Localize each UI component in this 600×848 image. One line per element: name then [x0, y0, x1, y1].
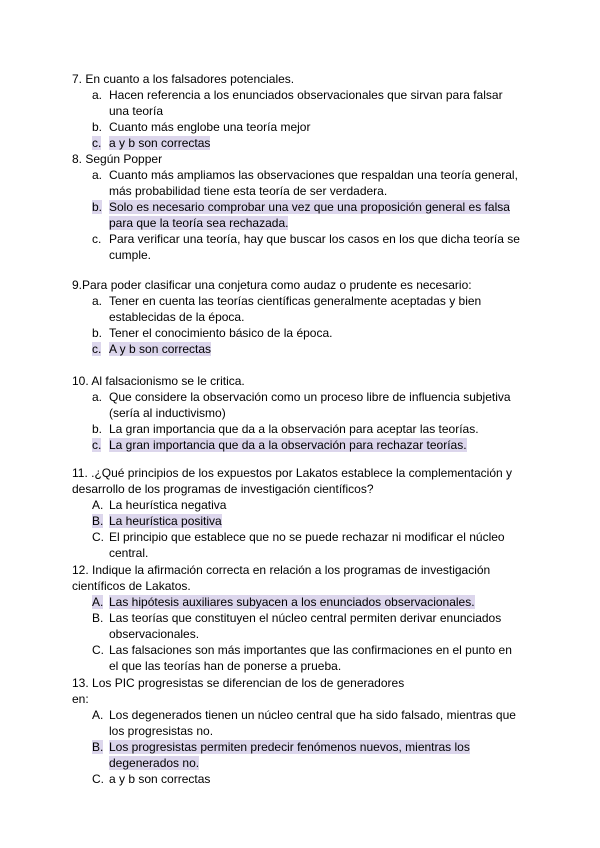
option-marker: a.	[92, 168, 103, 182]
option-text: Que considere la observación como un proceso libre de influencia subjetiva	[109, 390, 511, 404]
option-text: cumple.	[109, 248, 152, 262]
question-stem-line: desarrollo de los programas de investigación científicos?	[72, 482, 374, 496]
question-stem-line: 12. Indique la afirmación correcta en relación a los programas de investigación	[72, 563, 491, 577]
option-text: Hacen referencia a los enunciados observacionales que sirvan para falsar	[109, 88, 503, 102]
question-stem-line: en:	[72, 692, 89, 706]
question-stem-line: 11. .¿Qué principios de los expuestos por Lakatos establece la complementación y	[72, 466, 513, 480]
option-marker: A.	[92, 498, 104, 512]
option-marker: a.	[92, 294, 103, 308]
option-marker: a.	[92, 390, 103, 404]
option-marker: b.	[92, 120, 103, 134]
option-text: Tener en cuenta las teorías científicas generalmente aceptadas y bien	[109, 294, 482, 308]
option-text-highlighted: La heurística positiva	[109, 514, 222, 528]
option-text-highlighted: Solo es necesario comprobar una vez que una proposición general es falsa	[109, 200, 510, 214]
option-marker: B.	[92, 514, 104, 528]
option-marker: a.	[92, 88, 103, 102]
option-marker: c.	[92, 136, 102, 150]
option-marker: C.	[92, 530, 104, 544]
option-text: a y b son correctas	[109, 772, 211, 786]
option-text: La heurística negativa	[109, 498, 227, 512]
option-marker: c.	[92, 232, 102, 246]
option-text-highlighted: Los progresistas permiten predecir fenómenos nuevos, mientras los	[109, 740, 470, 754]
option-marker: c.	[92, 438, 102, 452]
option-text: Las falsaciones son más importantes que las confirmaciones en el punto en	[109, 643, 512, 657]
option-text: Cuanto más ampliamos las observaciones que respaldan una teoría general,	[109, 168, 518, 182]
option-marker: b.	[92, 326, 103, 340]
option-text: Tener el conocimiento básico de la época.	[109, 326, 333, 340]
option-marker: b.	[92, 200, 103, 214]
option-marker: A.	[92, 595, 104, 609]
option-text: observacionales.	[109, 627, 200, 641]
option-text-highlighted: para que la teoría sea rechazada.	[109, 216, 289, 230]
question-stem-line: 13. Los PIC progresistas se diferencian de los de generadores	[72, 676, 405, 690]
option-text: El principio que establece que no se puede rechazar ni modificar el núcleo	[109, 530, 505, 544]
option-marker: B.	[92, 611, 104, 625]
option-text: Los degenerados tienen un núcleo central que ha sido falsado, mientras que	[109, 708, 516, 722]
option-marker: C.	[92, 643, 104, 657]
option-marker: C.	[92, 772, 104, 786]
option-text-highlighted: Las hipótesis auxiliares subyacen a los enunciados observacionales.	[109, 595, 475, 609]
option-text: Cuanto más englobe una teoría mejor	[109, 120, 311, 134]
option-text: Las teorías que constituyen el núcleo central permiten derivar enunciados	[109, 611, 502, 625]
option-text: establecidas de la época.	[109, 310, 245, 324]
option-text: más probabilidad tiene esta teoría de ser verdadera.	[109, 184, 388, 198]
question-stem-line: 9.Para poder clasificar una conjetura como audaz o prudente es necesario:	[72, 278, 472, 292]
option-marker: B.	[92, 740, 104, 754]
option-text: Para verificar una teoría, hay que buscar los casos en los que dicha teoría se	[109, 232, 520, 246]
option-marker: c.	[92, 342, 102, 356]
option-marker: A.	[92, 708, 104, 722]
option-text-highlighted: A y b son correctas	[109, 342, 212, 356]
option-text: central.	[109, 546, 149, 560]
option-text-highlighted: a y b son correctas	[109, 136, 211, 150]
question-stem-line: 7. En cuanto a los falsadores potenciales.	[72, 72, 295, 86]
option-text: La gran importancia que da a la observación para aceptar las teorías.	[109, 422, 479, 436]
option-text: el que las teorías han de ponerse a prueba.	[109, 659, 342, 673]
question-stem-line: 8. Según Popper	[72, 152, 163, 166]
option-text-highlighted: La gran importancia que da a la observación para rechazar teorías.	[109, 438, 467, 452]
option-marker: b.	[92, 422, 103, 436]
option-text: una teoría	[109, 104, 164, 118]
question-stem-line: científicos de Lakatos.	[72, 579, 191, 593]
option-text: los progresistas no.	[109, 724, 214, 738]
option-text-highlighted: degenerados no.	[109, 756, 200, 770]
question-stem-line: 10. Al falsacionismo se le critica.	[72, 374, 245, 388]
option-text: (sería al inductivismo)	[109, 406, 226, 420]
